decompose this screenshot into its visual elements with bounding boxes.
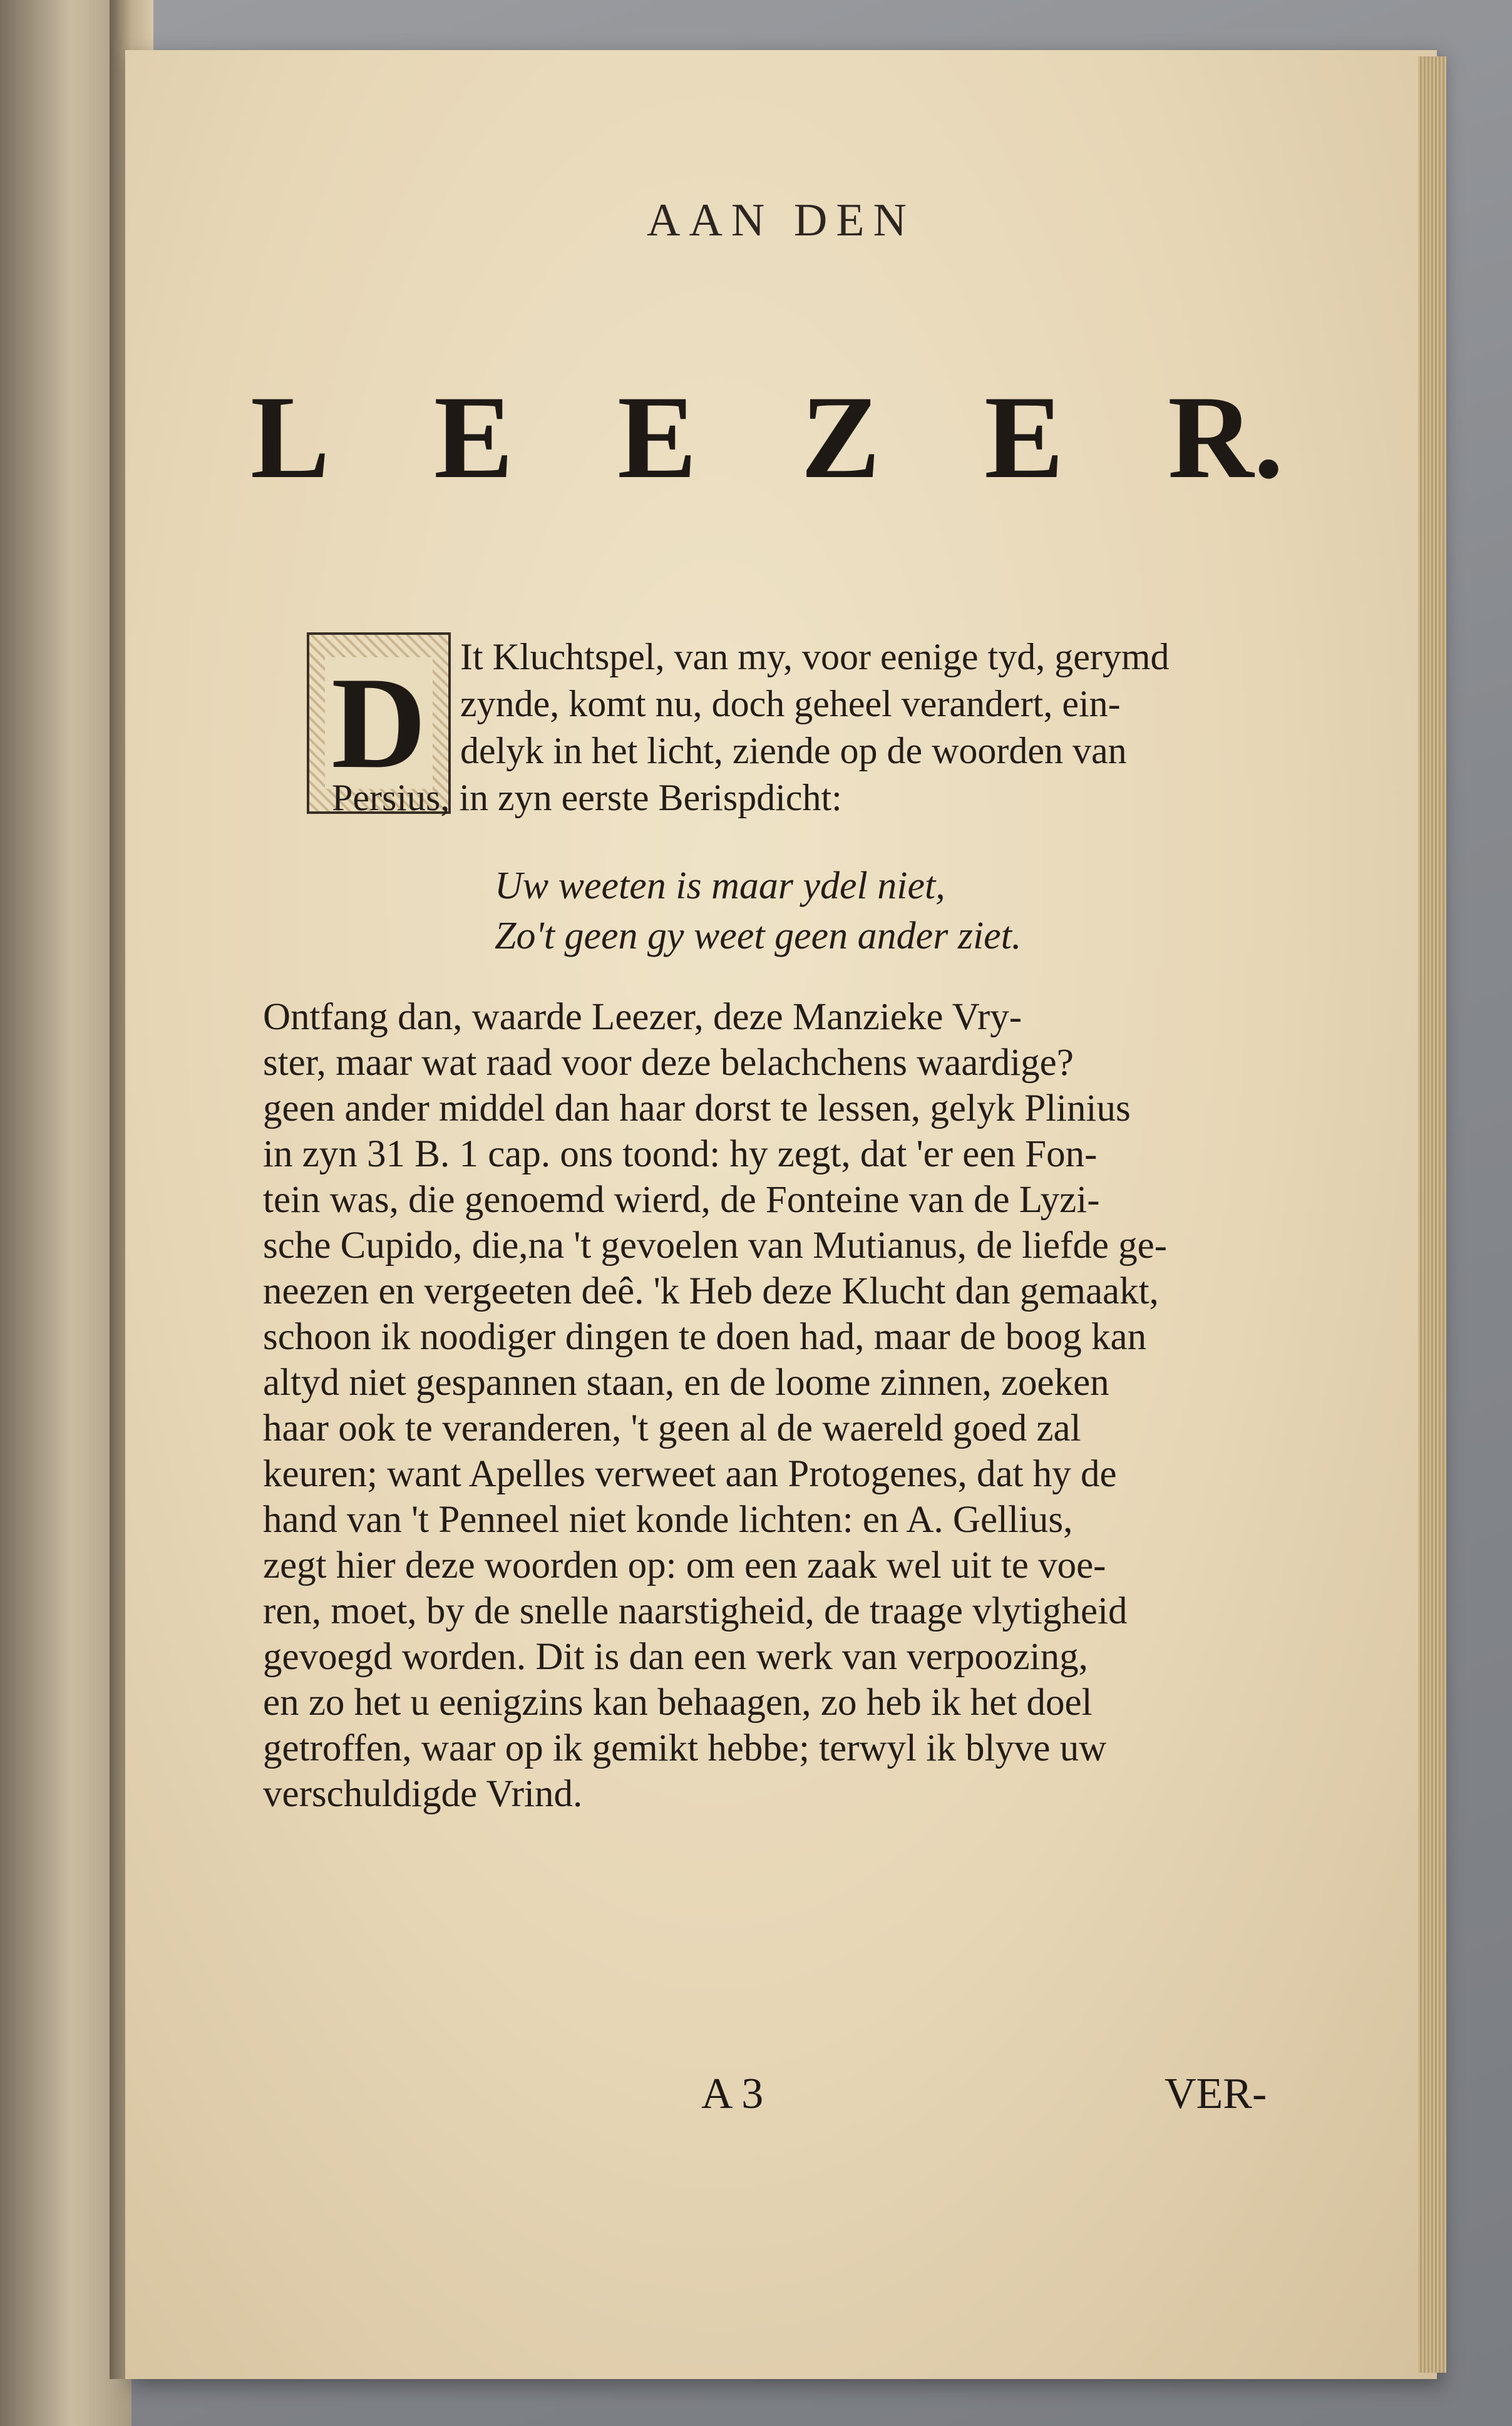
heading-letter: R. [1168, 372, 1283, 503]
body-line: haar ook te veranderen, 't geen al de waereld goed zal [263, 1407, 1081, 1449]
verse-line: Uw weeten is maar ydel niet, [495, 865, 945, 907]
intro-line: It Kluchtspel, van my, voor eenige tyd, gerymd [460, 636, 1170, 677]
body-line: tein was, die genoemd wierd, de Fonteine van de Lyzi- [263, 1179, 1100, 1221]
body-line: gevoegd worden. Dit is dan een werk van verpoozing, [263, 1636, 1088, 1678]
body-line: in zyn 31 B. 1 cap. ons toond: hy zegt, dat 'er een Fon- [263, 1133, 1098, 1175]
heading-small: AAN DEN [647, 195, 915, 246]
body-line: geen ander middel dan haar dorst te lessen, gelyk Plinius [263, 1087, 1131, 1129]
page-edges [1418, 56, 1446, 2373]
verse-line: Zo't geen gy weet geen ander ziet. [495, 915, 1022, 957]
body-line: keuren; want Apelles verweet aan Protogenes, dat hy de [263, 1453, 1117, 1495]
catchword: VER- [1165, 2070, 1267, 2118]
body-line: neezen en vergeeten deê. 'k Heb deze Klucht dan gemaakt, [263, 1270, 1159, 1312]
body-line: getroffen, waar op ik gemikt hebbe; terwyl ik blyve uw [263, 1727, 1107, 1769]
signature-mark: A 3 [701, 2070, 764, 2118]
body-line: altyd niet gespannen staan, en de loome zinnen, zoeken [263, 1362, 1109, 1404]
heading-letter: L [250, 372, 330, 503]
body-line: sche Cupido, die,na 't gevoelen van Mutianus, de liefde ge- [263, 1225, 1168, 1267]
body-line: en zo het u eenigzins kan behaagen, zo heb ik het doel [263, 1682, 1093, 1724]
body-line: schoon ik noodiger dingen te doen had, maar de boog kan [263, 1316, 1147, 1358]
drop-cap-letter: D [325, 657, 433, 789]
intro-line: zynde, komt nu, doch geheel verandert, ein- [460, 683, 1121, 724]
heading-letter: E [617, 372, 697, 503]
body-line: ster, maar wat raad voor deze belachchens waardige? [263, 1042, 1074, 1084]
body-line: verschuldigde Vrind. [263, 1773, 583, 1815]
body-line: Ontfang dan, waarde Leezer, deze Manzieke Vry- [263, 996, 1022, 1038]
body-line: ren, moet, by de snelle naarstigheid, de traage vlytigheid [263, 1590, 1128, 1632]
body-line: zegt hier deze woorden op: om een zaak wel uit te voe- [263, 1545, 1106, 1586]
heading-letter: E [984, 372, 1064, 503]
intro-line: Persius, in zyn eerste Berispdicht: [332, 777, 842, 818]
heading-large [250, 369, 1283, 506]
heading-letter: E [434, 372, 513, 503]
body-line: hand van 't Penneel niet konde lichten: en A. Gellius, [263, 1499, 1073, 1541]
heading-letter: Z [801, 372, 880, 503]
book-page [125, 50, 1437, 2379]
intro-line: delyk in het licht, ziende op de woorden van [460, 730, 1127, 771]
